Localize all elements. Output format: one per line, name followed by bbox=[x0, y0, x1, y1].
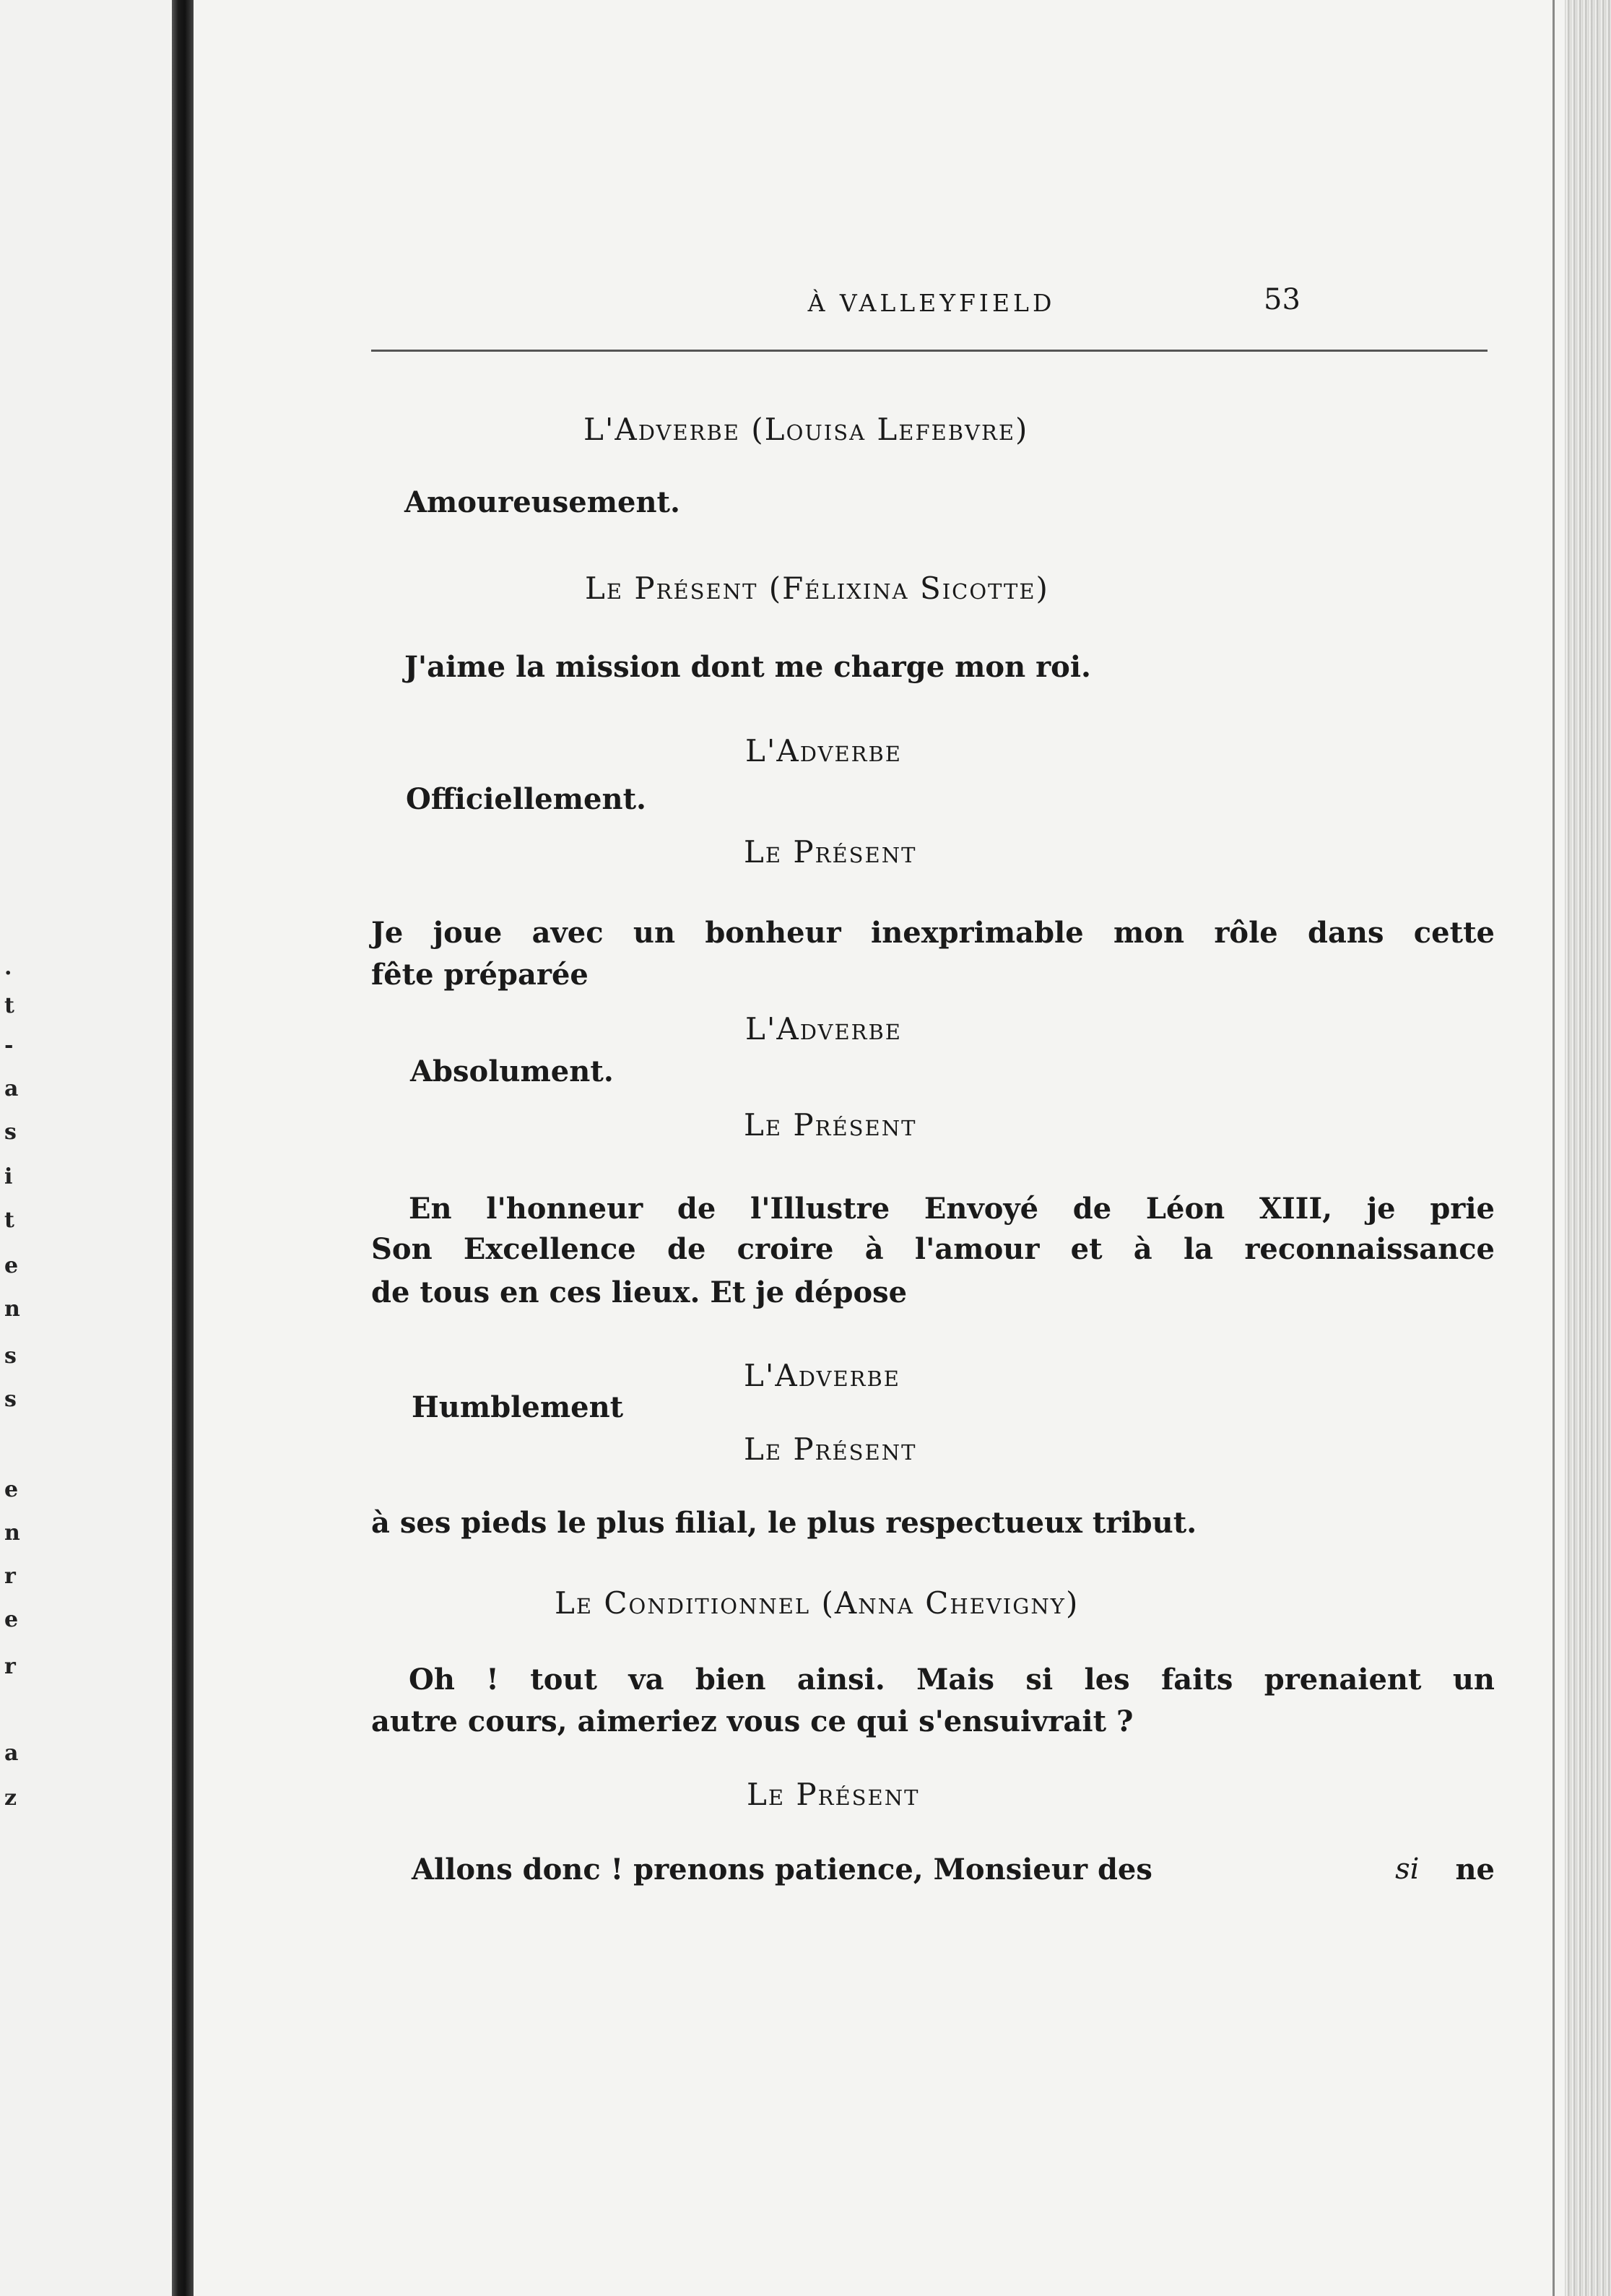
speaker-heading: Le Conditionnel (Anna Chevigny) bbox=[555, 1585, 1080, 1621]
dialogue-line: autre cours, aimeriez vous ce qui s'ensuivrait ? bbox=[371, 1704, 1134, 1738]
bleed-letter: r bbox=[4, 1564, 16, 1589]
bleed-letter: - bbox=[4, 1033, 14, 1058]
bleed-letter: t bbox=[4, 1208, 14, 1233]
bleed-letter: r bbox=[4, 1654, 16, 1679]
italic-word: si bbox=[1395, 1853, 1420, 1886]
dialogue-line: à ses pieds le plus filial, le plus respectueux tribut. bbox=[371, 1506, 1197, 1540]
dialogue-line: Humblement bbox=[412, 1390, 624, 1424]
speaker-heading: L'Adverbe (Louisa Lefebvre) bbox=[583, 412, 1029, 447]
speaker-heading: Le Présent bbox=[744, 1107, 917, 1143]
running-title: À VALLEYFIELD bbox=[807, 289, 1056, 317]
dialogue-line: Officiellement. bbox=[406, 782, 646, 816]
fore-edge-pages bbox=[1565, 0, 1611, 2296]
dialogue-line bbox=[412, 1853, 1495, 1886]
dialogue-text: ne bbox=[1455, 1853, 1495, 1886]
previous-page-edge bbox=[0, 0, 170, 2296]
bleed-letter: z bbox=[4, 1785, 17, 1811]
dialogue-line: fête préparée bbox=[371, 958, 589, 992]
speaker-heading: Le Présent bbox=[744, 1431, 917, 1467]
page-content bbox=[195, 0, 1553, 2296]
dialogue-line: Absolument. bbox=[410, 1054, 614, 1088]
dialogue-text: Allons donc ! prenons patience, Monsieur des bbox=[412, 1853, 1152, 1886]
speaker-heading: L'Adverbe bbox=[745, 1011, 902, 1047]
bleed-letter: e bbox=[4, 1477, 19, 1502]
speaker-heading: Le Présent (Félixina Sicotte) bbox=[585, 571, 1049, 606]
dialogue-line: Oh ! tout va bien ainsi. Mais si les faits prenaient un bbox=[409, 1663, 1495, 1697]
speaker-heading: Le Présent bbox=[744, 834, 917, 870]
bleed-letter: n bbox=[4, 1520, 20, 1546]
bleed-letter: n bbox=[4, 1296, 20, 1322]
dialogue-tail bbox=[1395, 1853, 1495, 1886]
header-rule bbox=[371, 350, 1488, 352]
bleed-letter: s bbox=[4, 1119, 17, 1145]
page-number: 53 bbox=[1264, 283, 1300, 316]
dialogue-line: En l'honneur de l'Illustre Envoyé de Léon XIII, je prie bbox=[409, 1192, 1495, 1226]
dialogue-line: Je joue avec un bonheur inexprimable mon rôle dans cette bbox=[371, 916, 1495, 950]
book-binding-shadow bbox=[172, 0, 194, 2296]
bleed-letter: t bbox=[4, 993, 14, 1018]
speaker-heading: L'Adverbe bbox=[744, 1358, 900, 1393]
speaker-heading: Le Présent bbox=[747, 1777, 920, 1812]
bleed-letter: e bbox=[4, 1607, 19, 1632]
page-edge-line bbox=[1553, 0, 1555, 2296]
bleed-letter: e bbox=[4, 1253, 19, 1278]
bleed-letter: i bbox=[4, 1164, 13, 1190]
dialogue-line: de tous en ces lieux. Et je dépose bbox=[371, 1275, 908, 1309]
bleed-letter: s bbox=[4, 1343, 17, 1369]
dialogue-line: J'aime la mission dont me charge mon roi. bbox=[404, 650, 1091, 684]
speaker-heading: L'Adverbe bbox=[745, 733, 902, 768]
bleed-letter: a bbox=[4, 1076, 19, 1101]
bleed-letter: s bbox=[4, 1387, 17, 1412]
dialogue-line: Son Excellence de croire à l'amour et à la reconnaissance bbox=[371, 1232, 1495, 1266]
bleed-letter: · bbox=[4, 961, 12, 986]
bleed-letter: a bbox=[4, 1741, 19, 1766]
dialogue-line: Amoureusement. bbox=[404, 485, 680, 519]
